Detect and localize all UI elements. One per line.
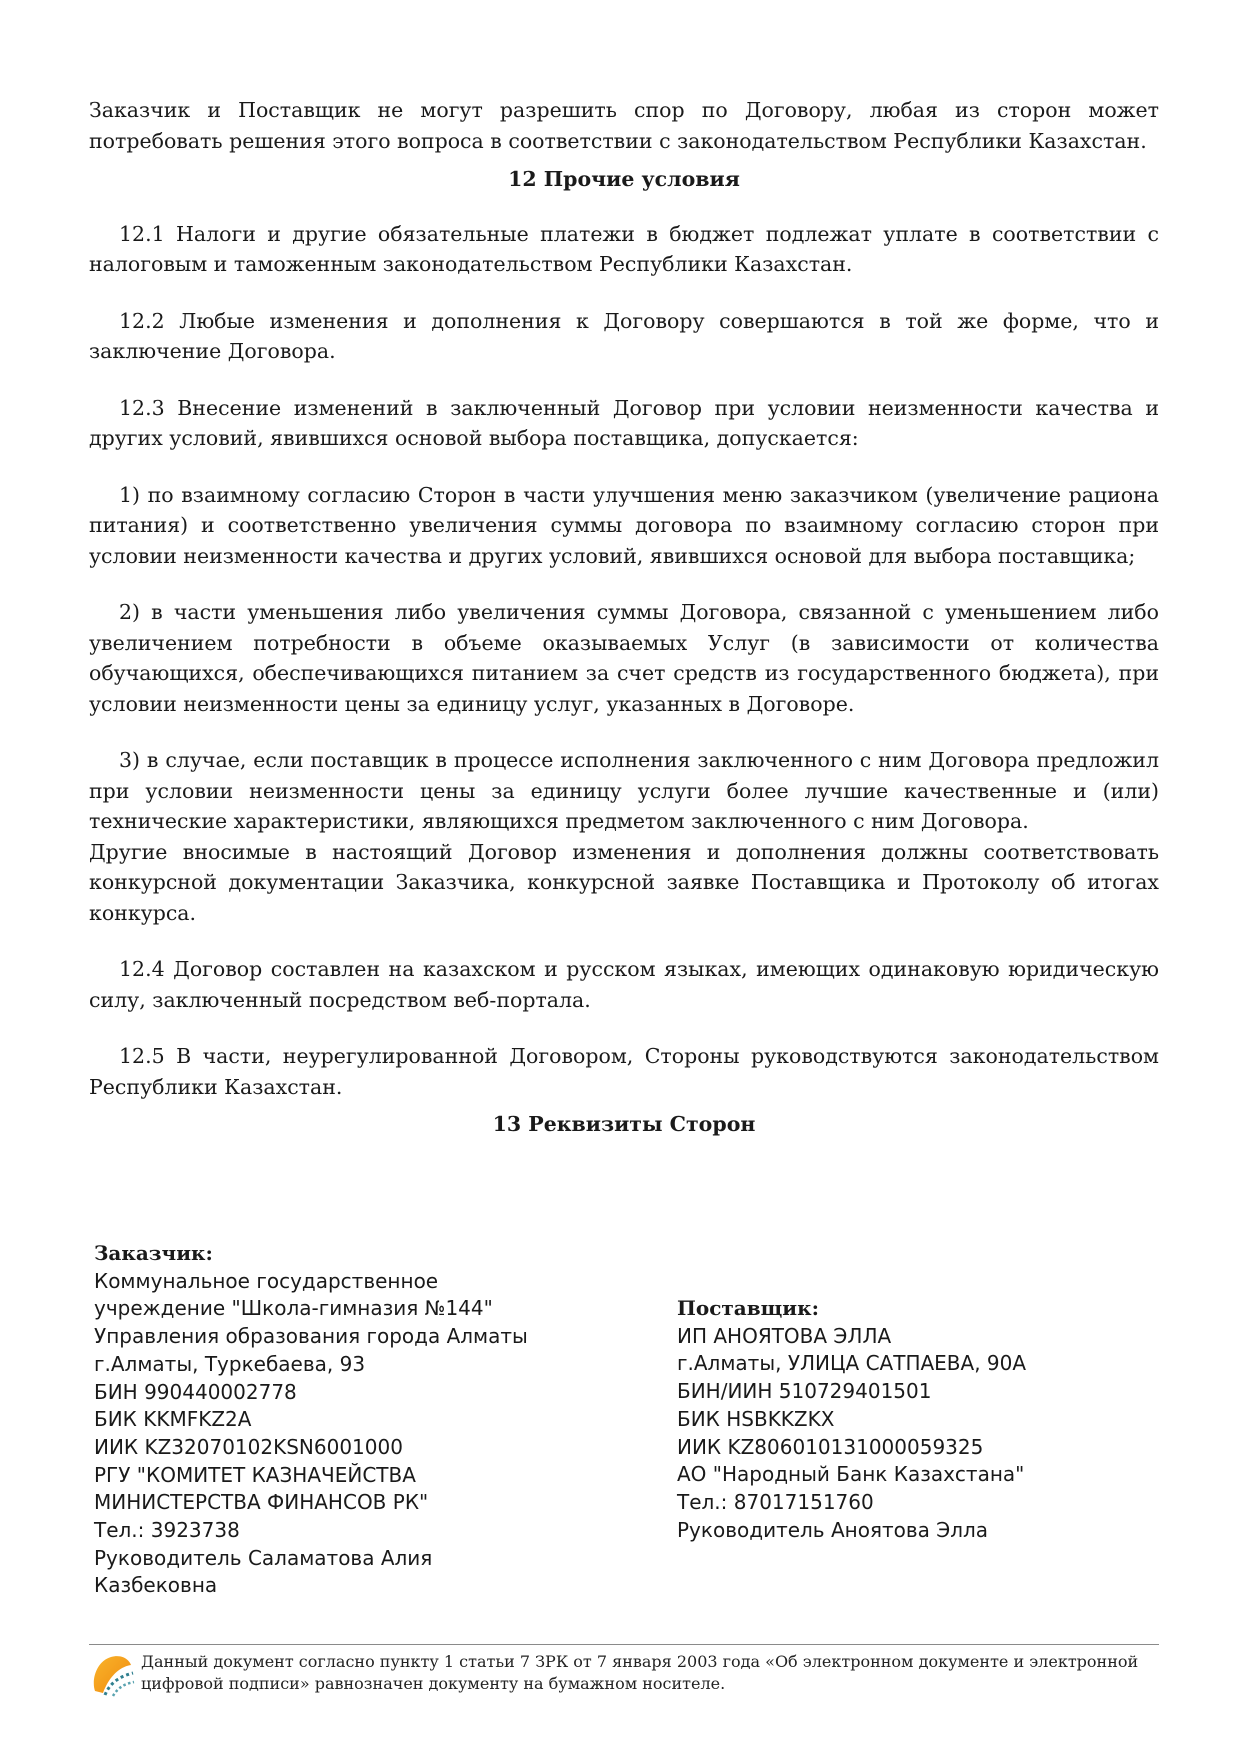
footer-legal-notice: Данный документ согласно пункту 1 статьи 7 ЗРК от 7 января 2003 года «Об электронном документе и электронной цифровой подписи» равнозначен документу на бумажном носителе. (141, 1652, 1139, 1693)
intro-paragraph: Заказчик и Поставщик не могут разрешить спор по Договору, любая из сторон может потребовать решения этого вопроса в соответствии с законодательством Республики Казахстан. (89, 98, 1159, 153)
supplier-bik: БИК HSBKKZKX (677, 1406, 835, 1431)
supplier-title: Поставщик: (677, 1296, 819, 1320)
customer-director: Казбековна (94, 1573, 218, 1598)
footer-divider (89, 1644, 1159, 1645)
supplier-bank: АО "Народный Банк Казахстана" (677, 1462, 1025, 1487)
supplier-director: Руководитель Аноятова Элла (677, 1517, 989, 1542)
supplier-iik: ИИК KZ806010131000059325 (677, 1434, 984, 1459)
document-body (89, 95, 1159, 1140)
customer-requisites (94, 1240, 614, 1600)
footer-body (89, 1651, 1159, 1697)
supplier-name: ИП АНОЯТОВА ЭЛЛА (677, 1323, 892, 1348)
egov-sun-logo-icon (89, 1651, 135, 1697)
clause-12-5: 12.5 В части, неурегулированной Договором, Стороны руководствуются законодательством Республики Казахстан. (89, 1044, 1159, 1099)
section-13-heading: 13 Реквизиты Сторон (492, 1112, 756, 1136)
clause-12-3-item-2: 2) в части уменьшения либо увеличения суммы Договора, связанной с уменьшением либо увеличением потребности в объеме оказываемых Услуг (в зависимости от количества обучающихся, обеспечивающихся питанием за счет средств из государственного бюджета), при условии неизменности цены за единицу услуг, указанных в Договоре. (89, 600, 1159, 716)
clause-12-3-item-1: 1) по взаимному согласию Сторон в части улучшения меню заказчиком (увеличение рациона питания) и соответственно увеличения суммы договора по взаимному согласию сторон при условии неизменности качества и других условий, явившихся основой для выбора поставщика; (89, 482, 1159, 568)
clause-12-4: 12.4 Договор составлен на казахском и русском языках, имеющих одинаковую юридическую силу, заключенный посредством веб-портала. (89, 957, 1159, 1012)
customer-line: Коммунальное государственное (94, 1268, 439, 1293)
footer (89, 1644, 1159, 1697)
supplier-requisites (677, 1295, 1177, 1544)
supplier-phone: Тел.: 87017151760 (677, 1489, 874, 1514)
customer-title: Заказчик: (94, 1241, 213, 1265)
customer-bin: БИН 990440002778 (94, 1379, 297, 1404)
clause-12-3-continuation: Другие вносимые в настоящий Договор изменения и дополнения должны соответствовать конкурсной документации Заказчика, конкурсной заявке Поставщика и Протоколу об итогах конкурса. (89, 839, 1159, 925)
supplier-bin: БИН/ИИН 510729401501 (677, 1379, 932, 1404)
customer-line: Управления образования города Алматы (94, 1324, 528, 1349)
customer-director: Руководитель Саламатова Алия (94, 1545, 433, 1570)
supplier-address: г.Алматы, УЛИЦА САТПАЕВА, 90А (677, 1351, 1027, 1376)
customer-iik: ИИК KZ32070102KSN6001000 (94, 1434, 403, 1459)
customer-phone: Тел.: 3923738 (94, 1518, 240, 1543)
customer-bank-line: РГУ "КОМИТЕТ КАЗНАЧЕЙСТВА (94, 1462, 416, 1487)
clause-12-3-item-3: 3) в случае, если поставщик в процессе исполнения заключенного с ним Договора предложил при условии неизменности цены за единицу услуги более лучшие качественные и (или) технические характеристики, являющихся предметом заключенного с ним Договора. (89, 748, 1159, 833)
customer-address: г.Алматы, Туркебаева, 93 (94, 1351, 366, 1376)
clause-12-3: 12.3 Внесение изменений в заключенный Договор при условии неизменности качества и других условий, явившихся основой выбора поставщика, допускается: (89, 395, 1159, 450)
clause-12-1: 12.1 Налоги и другие обязательные платежи в бюджет подлежат уплате в соответствии с налоговым и таможенным законодательством Республики Казахстан. (89, 221, 1159, 276)
customer-bank-line: МИНИСТЕРСТВА ФИНАНСОВ РК" (94, 1490, 429, 1515)
clause-12-2: 12.2 Любые изменения и дополнения к Договору совершаются в той же форме, что и заключение Договора. (89, 308, 1159, 363)
section-12-heading: 12 Прочие условия (508, 167, 740, 191)
customer-bik: БИК KKMFKZ2A (94, 1407, 252, 1432)
customer-line: учреждение "Школа-гимназия №144" (94, 1296, 493, 1321)
